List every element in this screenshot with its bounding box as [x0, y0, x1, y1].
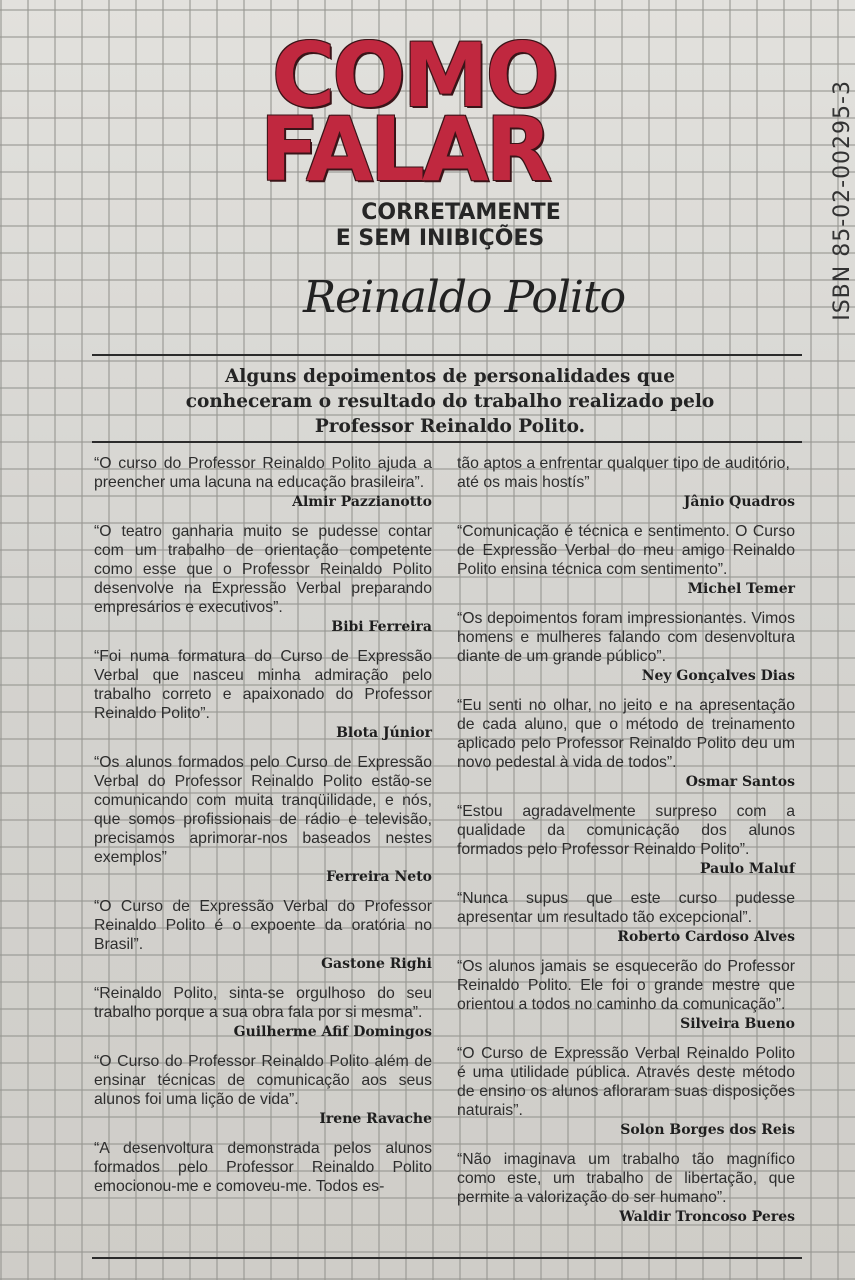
title-falar: FALAR	[260, 98, 550, 201]
subtitle-sem-inibicoes: E SEM INIBIÇÕES	[335, 226, 545, 251]
testimonial	[457, 889, 795, 946]
testimonial	[457, 1150, 795, 1226]
author-name: Reinaldo Polito	[303, 272, 626, 323]
testimonial-quote: “Eu senti no olhar, no jeito e na apresentação de cada aluno, que o método de treinamento aplicado pelo Professor Reinaldo Polito deu um novo pedestal à vida de todos”.	[457, 697, 795, 771]
divider-top	[92, 354, 802, 356]
testimonial-author: Ferreira Neto	[326, 869, 432, 885]
testimonial-quote: “Nunca supus que este curso pudesse apresentar um resultado tão excepcional”.	[457, 890, 795, 926]
testimonial-quote: “Os alunos jamais se esquecerão do Professor Reinaldo Polito. Ele foi o grande mestre que orientou a todos no caminho da comunicação”.	[457, 958, 795, 1013]
subtitle-corretamente: CORRETAMENTE	[361, 200, 561, 225]
testimonial	[457, 609, 795, 685]
testimonial	[94, 454, 432, 511]
testimonial-quote: “O teatro ganharia muito se pudesse contar com um trabalho de orientação competente como esse que o Professor Reinaldo Polito desenvolve na Expressão Verbal preparando empresários e executivos”.	[94, 523, 432, 616]
testimonial	[457, 454, 795, 511]
isbn-number: ISBN 85-02-00295-3	[830, 80, 855, 321]
testimonial-author: Roberto Cardoso Alves	[617, 929, 795, 945]
testimonial	[457, 1044, 795, 1139]
testimonial-quote: “Foi numa formatura do Curso de Expressão Verbal que nasceu minha admiração pelo trabalho correto e apaixonado do Professor Reinaldo Polito”.	[94, 648, 432, 722]
title-como: COMO	[272, 24, 556, 127]
testimonial-author: Silveira Bueno	[680, 1016, 795, 1032]
testimonial	[94, 522, 432, 636]
testimonial-author: Irene Ravache	[319, 1111, 432, 1127]
testimonial-author: Osmar Santos	[685, 774, 795, 790]
testimonial-quote: “Reinaldo Polito, sinta-se orgulhoso do seu trabalho porque a sua obra fala por si mesma”.	[94, 985, 432, 1021]
testimonial-quote: “Não imaginava um trabalho tão magnífico como este, um trabalho de libertação, que permite a valorização do ser humano”.	[457, 1151, 795, 1206]
testimonial	[94, 984, 432, 1041]
testimonial	[457, 522, 795, 598]
testimonial-author: Jânio Quadros	[683, 494, 795, 510]
testimonials-right-column	[457, 454, 795, 1237]
testimonial-quote: “O curso do Professor Reinaldo Polito ajuda a preencher uma lacuna na educação brasileira”.	[94, 455, 432, 491]
testimonial-author: Paulo Maluf	[699, 861, 795, 877]
testimonial-quote: “A desenvoltura demonstrada pelos alunos formados pelo Professor Reinaldo Polito emocionou-me e comoveu-me. Todos es-	[94, 1140, 432, 1195]
divider-bottom	[92, 1257, 802, 1259]
testimonial-quote: “Estou agradavelmente surpreso com a qualidade da comunicação dos alunos formados pelo Professor Reinaldo Polito”.	[457, 803, 795, 858]
testimonial-quote: “Comunicação é técnica e sentimento. O Curso de Expressão Verbal do meu amigo Reinaldo Polito ensina técnica com sentimento”.	[457, 523, 795, 578]
testimonial-author: Bibi Ferreira	[331, 619, 432, 635]
testimonial-quote: “O Curso de Expressão Verbal Reinaldo Polito é uma utilidade pública. Através deste método de ensino os alunos afloraram suas disposições naturais”.	[457, 1045, 795, 1119]
testimonial	[457, 957, 795, 1033]
testimonial-author: Solon Borges dos Reis	[620, 1122, 795, 1138]
testimonial	[94, 753, 432, 886]
testimonial	[94, 897, 432, 973]
testimonial-author: Blota Júnior	[336, 725, 432, 741]
testimonials-left-column	[94, 454, 432, 1207]
testimonial-quote: “Os depoimentos foram impressionantes. Vimos homens e mulheres falando com desenvoltura diante de um grande público”.	[457, 610, 795, 665]
testimonial-author: Gastone Righi	[321, 956, 432, 972]
divider-middle	[92, 441, 802, 443]
testimonial-author: Waldir Troncoso Peres	[619, 1209, 795, 1225]
testimonial-quote: tão aptos a enfrentar qualquer tipo de auditório, até os mais hostís”	[457, 455, 790, 491]
testimonial-quote: “O Curso do Professor Reinaldo Polito além de ensinar técnicas de comunicação aos seus alunos foi uma lição de vida”.	[94, 1053, 432, 1108]
testimonial-quote: “Os alunos formados pelo Curso de Expressão Verbal do Professor Reinaldo Polito estão-se comunicando com muita tranqüilidade, e nós, que somos profissionais de rádio e televisão, precisamos aprimorar-nos baseados nestes exemplos”	[94, 754, 432, 866]
testimonial	[94, 1052, 432, 1128]
testimonial-author: Guilherme Afif Domingos	[233, 1024, 432, 1040]
testimonial-author: Almir Pazzianotto	[292, 494, 432, 510]
testimonial-quote: “O Curso de Expressão Verbal do Professor Reinaldo Polito é o expoente da oratória no Brasil”.	[94, 898, 432, 953]
testimonial	[94, 1139, 432, 1196]
intro-text: Alguns depoimentos de personalidades que conheceram o resultado do trabalho realizado pelo Professor Reinaldo Polito.	[185, 366, 715, 437]
testimonial-author: Ney Gonçalves Dias	[641, 668, 795, 684]
testimonial	[457, 802, 795, 878]
testimonial	[94, 647, 432, 742]
testimonial-author: Michel Temer	[687, 581, 795, 597]
testimonial	[457, 696, 795, 791]
